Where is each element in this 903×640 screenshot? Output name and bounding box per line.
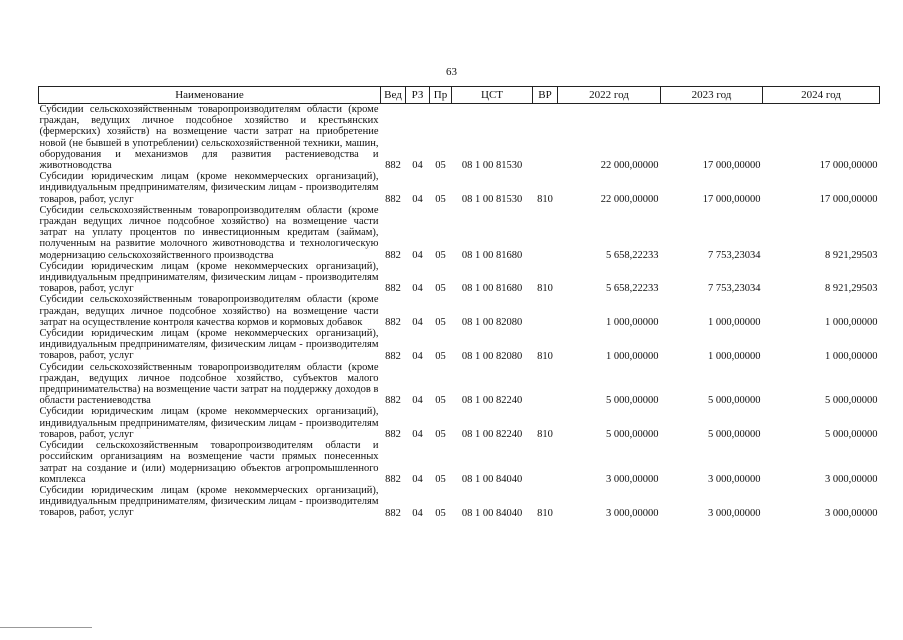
cell-rz: 04 xyxy=(412,395,423,407)
cell-year-2024: 3 000,00000 xyxy=(825,507,878,519)
cell-rz: 04 xyxy=(412,193,423,205)
cell-pr: 05 xyxy=(435,350,446,362)
cell-vr: 810 xyxy=(537,507,553,519)
cell-rz: 04 xyxy=(412,249,423,261)
header-name: Наименование xyxy=(39,87,381,104)
cell-year-2022: 5 658,22233 xyxy=(606,283,659,295)
cell-year-2022: 1 000,00000 xyxy=(606,350,659,362)
cell-vr: 810 xyxy=(537,283,553,295)
header-cst: ЦСТ xyxy=(452,87,533,104)
cell-year-2022: 1 000,00000 xyxy=(606,317,659,329)
cell-name: Субсидии юридическим лицам (кроме некоммерческих организаций), индивидуальным предпринимателям, физическим лицам - производителям товаров, работ, услуг xyxy=(39,406,379,440)
cell-year-2022: 5 000,00000 xyxy=(606,395,659,407)
cell-name: Субсидии юридическим лицам (кроме некоммерческих организаций), индивидуальным предпринимателям, физическим лицам - производителям товаров, работ, услуг xyxy=(39,328,379,362)
cell-cst: 08 1 00 81530 xyxy=(461,160,523,172)
cell-rz: 04 xyxy=(412,350,423,362)
cell-year-2022: 22 000,00000 xyxy=(600,193,659,205)
cell-pr: 05 xyxy=(435,193,446,205)
table-row xyxy=(39,362,880,407)
cell-name: Субсидии сельскохозяйственным товаропроизводителям области (кроме граждан ведущих личное подсобное хозяйство) на возмещение части затрат на уплату процентов по инвестиционным кредитам (займам), полученным на развитие молочного животноводства и технологическую модернизацию сельскохозяйственного производства xyxy=(39,204,379,261)
cell-ved: 882 xyxy=(385,473,401,485)
table-row xyxy=(39,406,880,440)
cell-year-2024: 1 000,00000 xyxy=(825,350,878,362)
cell-rz: 04 xyxy=(412,473,423,485)
cell-ved: 882 xyxy=(385,249,401,261)
cell-year-2024: 8 921,29503 xyxy=(825,283,878,295)
cell-name: Субсидии юридическим лицам (кроме некоммерческих организаций), индивидуальным предпринимателям, физическим лицам - производителям товаров, работ, услуг xyxy=(39,484,379,519)
cell-vr: 810 xyxy=(537,429,553,441)
table-row xyxy=(39,205,880,261)
cell-cst: 08 1 00 81680 xyxy=(461,283,523,295)
cell-year-2024: 17 000,00000 xyxy=(819,193,878,205)
cell-year-2023: 1 000,00000 xyxy=(708,350,761,362)
cell-vr xyxy=(533,104,558,172)
cell-rz: 04 xyxy=(412,160,423,172)
cell-year-2022: 5 658,22233 xyxy=(606,249,659,261)
cell-year-2023: 3 000,00000 xyxy=(708,473,761,485)
cell-year-2023: 7 753,23034 xyxy=(708,283,761,295)
header-ved: Вед xyxy=(381,87,406,104)
header-2022: 2022 год xyxy=(558,87,661,104)
cell-cst: 08 1 00 82080 xyxy=(461,317,523,329)
cell-pr: 05 xyxy=(435,160,446,172)
cell-name: Субсидии юридическим лицам (кроме некоммерческих организаций), индивидуальным предпринимателям, физическим лицам - производителям товаров, работ, услуг xyxy=(39,260,379,295)
table-row xyxy=(39,104,880,172)
cell-year-2022: 22 000,00000 xyxy=(600,160,659,172)
cell-ved: 882 xyxy=(385,395,401,407)
cell-year-2023: 17 000,00000 xyxy=(702,193,761,205)
table-row xyxy=(39,328,880,362)
cell-name: Субсидии юридическим лицам (кроме некоммерческих организаций), индивидуальным предпринимателям, физическим лицам - производителям товаров, работ, услуг xyxy=(39,171,379,205)
cell-rz: 04 xyxy=(412,283,423,295)
header-2023: 2023 год xyxy=(661,87,763,104)
cell-year-2023: 3 000,00000 xyxy=(708,507,761,519)
cell-name: Субсидии сельскохозяйственным товаропроизводителям области (кроме граждан, ведущих личное подсобное хозяйство) на возмещение части затрат на осуществление контроля качества кормов и кормовых добавок xyxy=(39,294,379,328)
cell-ved: 882 xyxy=(385,193,401,205)
cell-pr: 05 xyxy=(435,283,446,295)
cell-ved: 882 xyxy=(385,317,401,329)
cell-rz: 04 xyxy=(412,507,423,519)
cell-ved: 882 xyxy=(385,283,401,295)
cell-year-2023: 5 000,00000 xyxy=(708,395,761,407)
cell-year-2024: 17 000,00000 xyxy=(819,160,878,172)
cell-cst: 08 1 00 81680 xyxy=(461,249,523,261)
budget-table xyxy=(38,86,880,519)
cell-name: Субсидии сельскохозяйственным товаропроизводителям области (кроме граждан, ведущих личное подсобное хозяйство и крестьянских (фермерских) хозяйств) на возмещение части затрат на приобретение новой (не бывшей в употреблении) сельскохозяйственной техники, машин, оборудования и механизмов для развития растениеводства и животноводства xyxy=(39,104,379,172)
cell-vr xyxy=(533,294,558,328)
cell-vr xyxy=(533,362,558,407)
cell-vr: 810 xyxy=(537,193,553,205)
table-row xyxy=(39,261,880,295)
cell-pr: 05 xyxy=(435,249,446,261)
cell-vr: 810 xyxy=(537,350,553,362)
cell-year-2023: 7 753,23034 xyxy=(708,249,761,261)
cell-ved: 882 xyxy=(385,350,401,362)
cell-year-2022: 3 000,00000 xyxy=(606,473,659,485)
cell-ved: 882 xyxy=(385,507,401,519)
header-2024: 2024 год xyxy=(763,87,880,104)
cell-pr: 05 xyxy=(435,473,446,485)
cell-year-2024: 1 000,00000 xyxy=(825,317,878,329)
cell-pr: 05 xyxy=(435,395,446,407)
cell-pr: 05 xyxy=(435,429,446,441)
cell-vr xyxy=(533,440,558,485)
cell-ved: 882 xyxy=(385,429,401,441)
cell-year-2024: 3 000,00000 xyxy=(825,473,878,485)
cell-cst: 08 1 00 82240 xyxy=(461,395,523,407)
header-rz: РЗ xyxy=(406,87,430,104)
table-row xyxy=(39,485,880,519)
cell-year-2023: 1 000,00000 xyxy=(708,317,761,329)
cell-cst: 08 1 00 82240 xyxy=(461,429,523,441)
header-vr: ВР xyxy=(533,87,558,104)
header-pr: Пр xyxy=(430,87,452,104)
cell-rz: 04 xyxy=(412,317,423,329)
table-row xyxy=(39,440,880,485)
cell-year-2022: 3 000,00000 xyxy=(606,507,659,519)
table-row xyxy=(39,294,880,328)
table-body xyxy=(39,104,880,519)
cell-year-2024: 5 000,00000 xyxy=(825,395,878,407)
cell-year-2023: 5 000,00000 xyxy=(708,429,761,441)
cell-year-2024: 8 921,29503 xyxy=(825,249,878,261)
cell-cst: 08 1 00 82080 xyxy=(461,350,523,362)
cell-cst: 08 1 00 84040 xyxy=(461,473,523,485)
cell-pr: 05 xyxy=(435,507,446,519)
cell-year-2024: 5 000,00000 xyxy=(825,429,878,441)
cell-year-2022: 5 000,00000 xyxy=(606,429,659,441)
table-header-row xyxy=(39,87,880,104)
cell-year-2023: 17 000,00000 xyxy=(702,160,761,172)
table-row xyxy=(39,171,880,205)
cell-rz: 04 xyxy=(412,429,423,441)
cell-cst: 08 1 00 84040 xyxy=(461,507,523,519)
page-number: 63 xyxy=(446,66,457,78)
cell-cst: 08 1 00 81530 xyxy=(461,193,523,205)
cell-name: Субсидии сельскохозяйственным товаропроизводителям области и российским организациям на возмещение части прямых понесенных затрат на создание и (или) модернизацию объектов агропромышленного комплекса xyxy=(39,440,379,485)
cell-pr: 05 xyxy=(435,317,446,329)
cell-ved: 882 xyxy=(385,160,401,172)
cell-vr xyxy=(533,205,558,261)
footnote-divider xyxy=(0,627,92,628)
cell-name: Субсидии сельскохозяйственным товаропроизводителям области (кроме граждан, ведущих личное подсобное хозяйство, субъектов малого предпринимательства) на возмещение части затрат на поддержку доходов в области растениеводства xyxy=(39,361,379,407)
